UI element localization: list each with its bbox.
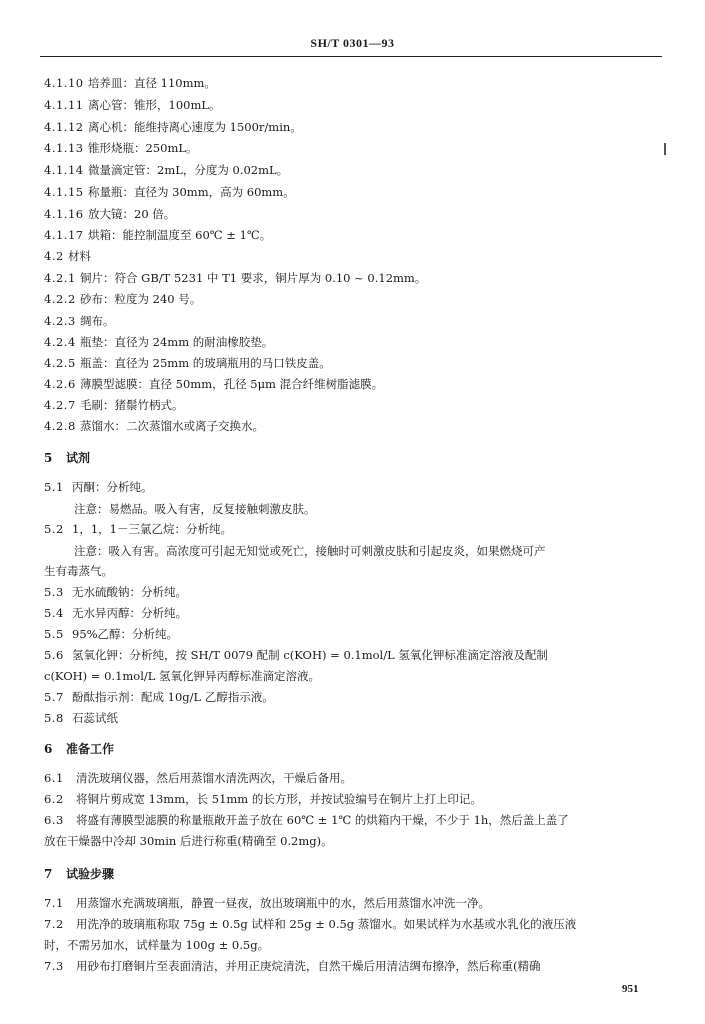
list-item: 4.2.1 铜片：符合 GB/T 5231 中 T1 要求，铜片厚为 0.10 ~ 0.12mm。 [44, 271, 427, 285]
note: 注意：易燃品。吸入有害，反复接触刺激皮肤。 [74, 502, 316, 516]
section-heading-preparation: 6 准备工作 [44, 742, 115, 756]
list-item: 4.1.13 锥形烧瓶：250mL。 [44, 141, 198, 155]
list-item: 5.1 丙酮：分析纯。 [44, 480, 153, 494]
header-standard-code: SH/T 0301—93 [310, 36, 395, 50]
list-item: 5.5 95%乙醇：分析纯。 [44, 627, 179, 641]
list-item: 4.1.14 微量滴定管：2mL，分度为 0.02mL。 [44, 163, 289, 177]
list-item: 6.1 清洗玻璃仪器，然后用蒸馏水清洗两次，干燥后备用。 [44, 771, 352, 785]
list-item: 4.2.6 薄膜型滤膜：直径 50mm，孔径 5μm 混合纤维树脂滤膜。 [44, 377, 384, 391]
list-item-continuation: 放在干燥器中冷却 30min 后进行称重(精确至 0.2mg)。 [44, 834, 333, 848]
list-item: 5.3 无水硫酸钠：分析纯。 [44, 585, 187, 599]
list-item: 5.2 1，1，1－三氯乙烷：分析纯。 [44, 522, 232, 536]
list-item: 5.4 无水异丙醇：分析纯。 [44, 606, 187, 620]
margin-mark [664, 143, 666, 155]
section-heading-materials: 4.2 材料 [44, 249, 91, 263]
list-item: 4.2.2 砂布：粒度为 240 号。 [44, 292, 202, 306]
list-item: 7.1 用蒸馏水充满玻璃瓶，静置一昼夜，放出玻璃瓶中的水，然后用蒸馏水冲洗一净。 [44, 896, 490, 910]
list-item: 4.1.12 离心机：能维持离心速度为 1500r/min。 [44, 120, 302, 134]
list-item: 4.2.7 毛刷：猪鬃竹柄式。 [44, 398, 184, 412]
list-item-continuation: 时，不需另加水，试样量为 100g ± 0.5g。 [44, 938, 270, 952]
list-item: 5.7 酚酞指示剂：配成 10g/L 乙醇指示液。 [44, 690, 274, 704]
list-item: 7.2 用洗净的玻璃瓶称取 75g ± 0.5g 试样和 25g ± 0.5g 蒸馏水。如果试样为水基或水乳化的液压液 [44, 917, 577, 931]
list-item: 4.1.16 放大镜：20 倍。 [44, 207, 176, 221]
page-number: 951 [622, 983, 639, 995]
list-item-continuation: c(KOH) = 0.1mol/L 氢氧化钾异丙醇标准滴定溶液。 [44, 669, 321, 683]
section-heading-procedure: 7 试验步骤 [44, 867, 115, 881]
list-item: 5.6 氢氧化钾：分析纯，按 SH/T 0079 配制 c(KOH) = 0.1mol/L 氢氧化钾标准滴定溶液及配制 [44, 648, 548, 662]
list-item: 5.8 石蕊试纸 [44, 711, 118, 725]
list-item: 6.2 将铜片剪成宽 13mm，长 51mm 的长方形，并按试验编号在铜片上打上印记。 [44, 792, 482, 806]
list-item: 4.2.8 蒸馏水：二次蒸馏水或离子交换水。 [44, 419, 264, 433]
list-item: 4.2.4 瓶垫：直径为 24mm 的耐油橡胶垫。 [44, 335, 274, 349]
list-item: 4.1.10 培养皿：直径 110mm。 [44, 76, 216, 90]
list-item: 4.2.5 瓶盖：直径为 25mm 的玻璃瓶用的马口铁皮盖。 [44, 356, 331, 370]
header-rule [40, 56, 662, 57]
note-continuation: 生有毒蒸气。 [44, 564, 113, 578]
list-item: 4.1.15 称量瓶：直径为 30mm，高为 60mm。 [44, 185, 295, 199]
list-item: 4.2.3 绸布。 [44, 314, 115, 328]
list-item: 4.1.11 离心管：锥形，100mL。 [44, 98, 221, 112]
section-heading-reagents: 5 试剂 [44, 451, 91, 465]
list-item: 7.3 用砂布打磨铜片至表面清洁，并用正庚烷清洗，自然干燥后用清洁绸布擦净，然后称重(精确 [44, 959, 541, 973]
list-item: 6.3 将盛有薄膜型滤膜的称量瓶敞开盖子放在 60℃ ± 1℃ 的烘箱内干燥，不少于 1h，然后盖上盖了 [44, 813, 569, 827]
note: 注意：吸入有害。高浓度可引起无知觉或死亡，接触时可刺激皮肤和引起皮炎，如果燃烧可产 [74, 544, 546, 558]
list-item: 4.1.17 烘箱：能控制温度至 60℃ ± 1℃。 [44, 228, 272, 242]
